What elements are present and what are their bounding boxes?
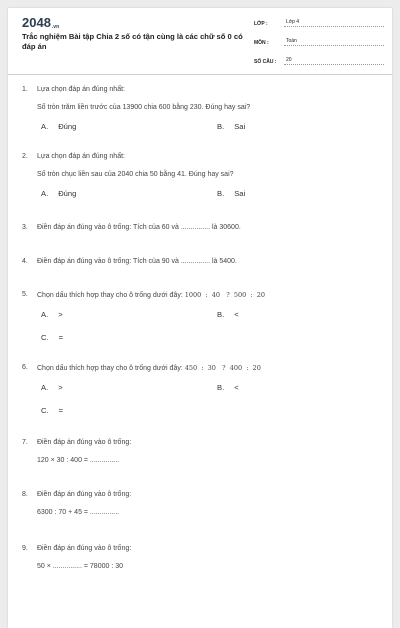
option-text: = — [58, 333, 64, 342]
option-text: Đúng — [58, 122, 77, 131]
class-value: Lớp 4 — [284, 19, 384, 27]
question-8 — [22, 491, 382, 516]
count-label: SỐ CÂU : — [254, 59, 277, 65]
question-number: 9. — [22, 545, 28, 552]
question-9 — [22, 545, 382, 570]
option-text: > — [58, 310, 63, 319]
worksheet-page — [8, 8, 392, 628]
option-letter: B. — [217, 383, 225, 392]
meta-count-row — [254, 53, 384, 65]
comparison-expression: 450 : 30 ? 400 : 20 — [184, 364, 261, 372]
option-text: < — [234, 310, 239, 319]
option-letter: B. — [217, 122, 225, 131]
option-a[interactable] — [41, 122, 76, 131]
option-letter: A. — [41, 189, 49, 198]
question-text: Chọn dấu thích hợp thay cho ô trống dưới đây: — [37, 292, 183, 299]
question-text: Lựa chọn đáp án đúng nhất: — [37, 86, 125, 93]
option-letter: A. — [41, 310, 49, 319]
answer-options — [41, 122, 382, 134]
option-text: Đúng — [58, 189, 77, 198]
site-logo[interactable] — [22, 15, 59, 30]
option-letter: C. — [41, 333, 49, 342]
option-letter: A. — [41, 383, 49, 392]
option-text: Sai — [234, 189, 246, 198]
question-number: 4. — [22, 258, 28, 265]
question-7 — [22, 439, 382, 464]
option-letter: B. — [217, 189, 225, 198]
option-letter: C. — [41, 406, 49, 415]
question-1 — [22, 86, 382, 134]
fill-in-expression: 120 × 30 : 400 = ............... — [37, 457, 120, 464]
subject-label: MÔN : — [254, 40, 269, 46]
answer-options-row-2 — [41, 333, 382, 345]
comparison-expression: 1000 : 40 ? 500 : 20 — [184, 291, 265, 299]
logo-suffix: .vn — [51, 24, 60, 30]
question-text: Điền đáp án đúng vào ô trống: — [37, 545, 132, 552]
question-number: 8. — [22, 491, 28, 498]
subject-value: Toán — [284, 38, 384, 46]
fill-in-expression: 6300 : 70 + 45 = ............... — [37, 509, 120, 516]
question-text: Chọn dấu thích hợp thay cho ô trống dưới đây: — [37, 365, 183, 372]
worksheet-meta — [254, 15, 384, 72]
question-5 — [22, 291, 382, 345]
question-statement: Số tròn chục liền sau của 2040 chia 50 bằng 41. Đúng hay sai? — [37, 171, 234, 178]
option-b[interactable] — [217, 310, 239, 319]
option-c[interactable] — [41, 333, 63, 342]
option-text: < — [234, 383, 239, 392]
option-a[interactable] — [41, 383, 63, 392]
question-number: 2. — [22, 153, 28, 160]
question-text: Lựa chọn đáp án đúng nhất: — [37, 153, 125, 160]
option-text: Sai — [234, 122, 246, 131]
worksheet-title: Trắc nghiệm Bài tập Chia 2 số có tận cùng là các chữ số 0 có đáp án — [22, 32, 243, 51]
class-label: LỚP : — [254, 21, 268, 27]
question-6 — [22, 364, 382, 418]
question-2 — [22, 153, 382, 201]
answer-options — [41, 383, 382, 395]
count-value: 20 — [284, 57, 384, 65]
fill-in-expression: 50 × ............... = 78000 : 30 — [37, 563, 123, 570]
option-c[interactable] — [41, 406, 63, 415]
question-3 — [22, 224, 382, 231]
option-text: > — [58, 383, 63, 392]
question-text: Điền đáp án đúng vào ô trống: Tích của 60 và ............... là 30600. — [37, 224, 241, 231]
question-number: 7. — [22, 439, 28, 446]
question-statement: Số tròn trăm liền trước của 13900 chia 600 bằng 230. Đúng hay sai? — [37, 104, 251, 111]
question-number: 5. — [22, 291, 28, 298]
header-divider — [8, 74, 392, 75]
option-b[interactable] — [217, 122, 245, 131]
option-a[interactable] — [41, 189, 76, 198]
option-b[interactable] — [217, 189, 245, 198]
answer-options — [41, 189, 382, 201]
meta-subject-row — [254, 34, 384, 46]
meta-class-row — [254, 15, 384, 27]
question-text: Điền đáp án đúng vào ô trống: — [37, 491, 132, 498]
answer-options — [41, 310, 382, 322]
option-b[interactable] — [217, 383, 239, 392]
question-number: 3. — [22, 224, 28, 231]
question-text: Điền đáp án đúng vào ô trống: Tích của 90 và ............... là 5400. — [37, 258, 237, 265]
question-4 — [22, 258, 382, 265]
option-letter: B. — [217, 310, 225, 319]
worksheet-header — [8, 8, 392, 72]
logo-text: 2048 — [22, 15, 51, 30]
question-number: 6. — [22, 364, 28, 371]
option-a[interactable] — [41, 310, 63, 319]
option-text: = — [58, 406, 64, 415]
question-text: Điền đáp án đúng vào ô trống: — [37, 439, 132, 446]
question-number: 1. — [22, 86, 28, 93]
option-letter: A. — [41, 122, 49, 131]
answer-options-row-2 — [41, 406, 382, 418]
